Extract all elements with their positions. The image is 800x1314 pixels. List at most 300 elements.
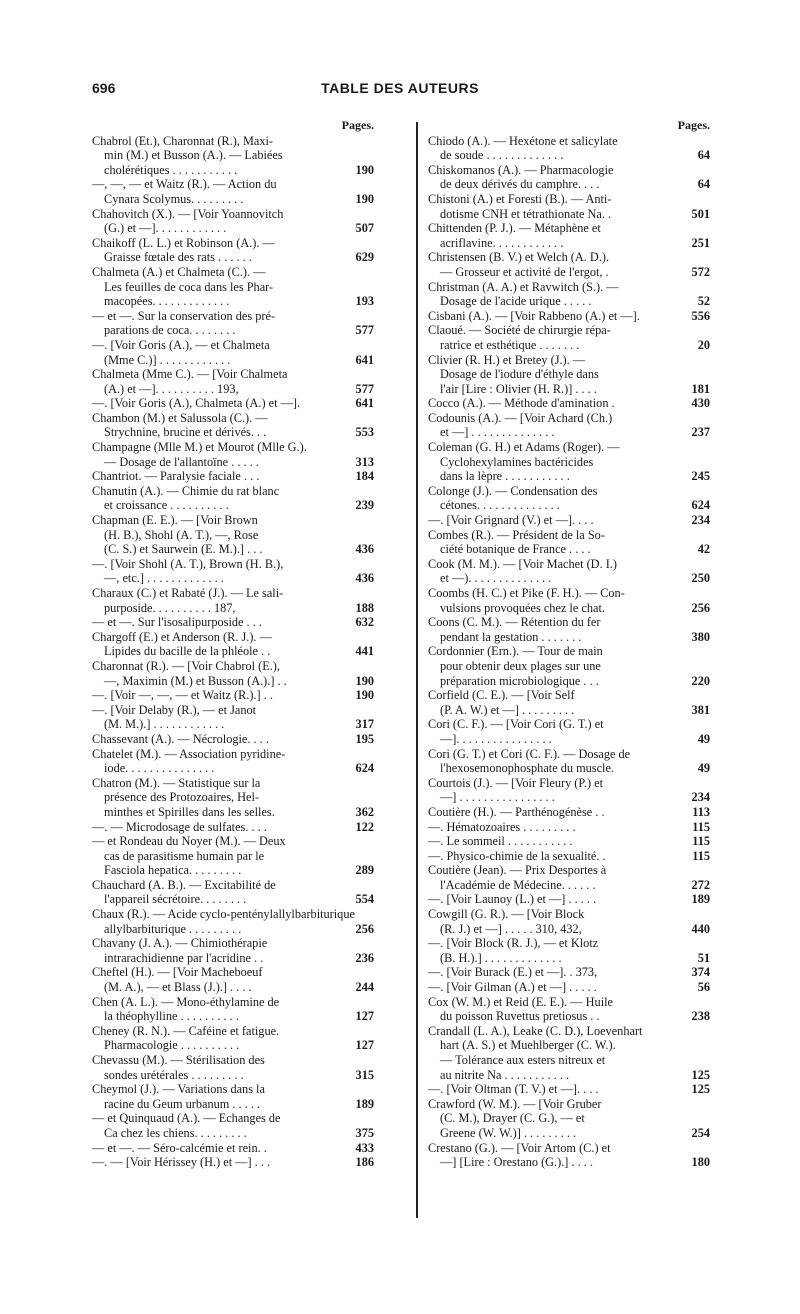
- entry-page-number: 250: [678, 571, 710, 586]
- entry-text: Lipides du bacille de la phléole . .: [104, 644, 271, 659]
- entry-text: —. Physico-chimie de la sexualité. .: [428, 848, 606, 863]
- index-entry-line: [92, 1009, 374, 1024]
- entry-text: Cheymol (J.). — Variations dans la: [92, 1082, 265, 1097]
- index-entry-line: [428, 644, 710, 659]
- entry-page-number: 113: [678, 805, 710, 820]
- entry-text: parations de coca. . . . . . . .: [104, 323, 236, 338]
- entry-page-number: 254: [678, 1126, 710, 1141]
- entry-text: Cheney (R. N.). — Caféine et fatigue.: [92, 1023, 280, 1038]
- index-entry-line: [428, 922, 710, 937]
- index-entry-line: [92, 367, 374, 382]
- entry-page-number: 272: [678, 878, 710, 893]
- index-entry-line: [428, 892, 710, 907]
- index-entry-line: [92, 1068, 374, 1083]
- entry-page-number: 184: [342, 469, 374, 484]
- pages-column-label: Pages.: [341, 118, 374, 132]
- entry-page-number: 189: [678, 892, 710, 907]
- index-entry-line: [92, 148, 374, 163]
- entry-text: — et —. Sur la conservation des pré-: [92, 308, 276, 323]
- entry-text: Chalmeta (Mme C.). — [Voir Chalmeta: [92, 367, 288, 382]
- entry-text: cétones. . . . . . . . . . . . . .: [440, 498, 560, 513]
- entry-text: (M. M.).] . . . . . . . . . . . .: [104, 717, 225, 732]
- index-entry-line: [428, 396, 710, 411]
- index-entry-line: [428, 834, 710, 849]
- entry-text: —, Maximin (M.) et Busson (A.).] . .: [104, 673, 287, 688]
- index-entry-line: [92, 630, 374, 645]
- index-entry-line: [92, 936, 374, 951]
- entry-page-number: 436: [342, 571, 374, 586]
- index-entry-line: [92, 703, 374, 718]
- page-number: 696: [92, 80, 116, 96]
- index-entry-line: [428, 557, 710, 572]
- index-entry-line: [92, 396, 374, 411]
- index-entry-line: [92, 849, 374, 864]
- entry-text: Cox (W. M.) et Reid (E. E.). — Huile: [428, 994, 613, 1009]
- index-entry-line: [428, 411, 710, 426]
- index-entry-line: [428, 163, 710, 178]
- entry-text: au nitrite Na . . . . . . . . . . .: [440, 1067, 570, 1082]
- entry-page-number: 632: [342, 615, 374, 630]
- entry-text: —. [Voir Launoy (L.) et —] . . . . .: [428, 892, 597, 907]
- entry-text: —] [Lire : Orestano (G.).] . . . .: [440, 1155, 593, 1170]
- entry-text: Charaux (C.) et Rabaté (J.). — Le sali-: [92, 586, 284, 600]
- index-entry-line: [428, 951, 710, 966]
- index-entry-line: [428, 455, 710, 470]
- index-entry-line: [92, 192, 374, 207]
- entry-text: —] . . . . . . . . . . . . . . . .: [440, 790, 555, 805]
- entry-text: Chabrol (Et.), Charonnat (R.), Maxi-: [92, 133, 273, 148]
- index-entry-line: [428, 688, 710, 703]
- entry-page-number: 115: [678, 849, 710, 864]
- index-entry-line: [428, 498, 710, 513]
- entry-text: l'appareil sécrétoire. . . . . . . .: [104, 892, 247, 907]
- entry-text: — Tolérance aux esters nitreux et: [440, 1053, 606, 1067]
- entry-text: Cynara Scolymus. . . . . . . . .: [104, 191, 244, 206]
- entry-text: (P. A. W.) et —] . . . . . . . . .: [440, 702, 575, 717]
- entry-text: dotisme CNH et tétrathionate Na. .: [440, 206, 612, 221]
- entry-page-number: 441: [342, 644, 374, 659]
- index-entry-line: [92, 834, 374, 849]
- entry-page-number: 436: [342, 542, 374, 557]
- entry-text: ciété botanique de France . . . .: [440, 542, 591, 557]
- index-entry-line: [428, 586, 710, 601]
- index-entry-line: [428, 936, 710, 951]
- index-entry-line: [92, 878, 374, 893]
- index-entry-line: [428, 659, 710, 674]
- entry-text: Chambon (M.) et Salussola (C.). —: [92, 410, 268, 425]
- entry-page-number: 440: [678, 922, 710, 937]
- entry-text: l'air [Lire : Olivier (H. R.)] . . . .: [440, 381, 597, 396]
- index-entry-line: [92, 761, 374, 776]
- index-entry-line: [428, 1009, 710, 1024]
- index-entry-line: [92, 1126, 374, 1141]
- entry-text: Crawford (W. M.). — [Voir Gruber: [428, 1096, 602, 1111]
- entry-text: (A.) et —]. . . . . . . . . . 193,: [104, 381, 239, 396]
- index-entry-line: [428, 747, 710, 762]
- entry-page-number: 572: [678, 265, 710, 280]
- index-entry-line: [92, 425, 374, 440]
- entry-text: Strychnine, brucine et dérivés. . .: [104, 425, 267, 440]
- entry-text: —. [Voir Goris (A.), — et Chalmeta: [92, 337, 270, 352]
- entry-text: —. Le sommeil . . . . . . . . . . .: [428, 834, 573, 849]
- entry-text: cas de parasitisme humain par le: [104, 848, 265, 863]
- entry-text: Dosage de l'acide urique . . . . .: [440, 294, 592, 309]
- index-entry-line: [92, 1111, 374, 1126]
- entry-text: Chevassu (M.). — Stérilisation des: [92, 1053, 265, 1067]
- entry-text: intrarachidienne par l'acridine . .: [104, 950, 264, 965]
- pages-column-label: Pages.: [677, 118, 710, 132]
- entry-page-number: 186: [342, 1155, 374, 1170]
- entry-page-number: 122: [342, 820, 374, 835]
- index-entry-line: [92, 747, 374, 762]
- index-entry-line: [428, 1038, 710, 1053]
- entry-text: Chassevant (A.). — Nécrologie. . . .: [92, 731, 269, 746]
- entry-text: Chapman (E. E.). — [Voir Brown: [92, 513, 258, 528]
- entry-page-number: 49: [678, 761, 710, 776]
- entry-text: Champagne (Mlle M.) et Mourot (Mlle G.).: [92, 440, 307, 455]
- index-entry-line: [92, 469, 374, 484]
- index-entry-line: [92, 338, 374, 353]
- column-divider: [416, 122, 418, 1218]
- entry-text: Cocco (A.). — Méthode d'amination .: [428, 396, 615, 411]
- index-entry-line: [428, 615, 710, 630]
- entry-page-number: 193: [342, 294, 374, 309]
- entry-page-number: 238: [678, 1009, 710, 1024]
- entry-text: Cyclohexylamines bactéricides: [440, 454, 594, 469]
- index-entry-line: [92, 805, 374, 820]
- entry-page-number: 234: [678, 513, 710, 528]
- entry-text: Chauchard (A. B.). — Excitabilité de: [92, 877, 276, 892]
- entry-text: min (M.) et Busson (A.). — Labiées: [104, 148, 283, 163]
- entry-text: Coutière (Jean). — Prix Desportes à: [428, 863, 607, 878]
- index-entry-line: [92, 1038, 374, 1053]
- index-entry-line: [92, 353, 374, 368]
- entry-page-number: 375: [342, 1126, 374, 1141]
- entry-text: Chalmeta (A.) et Chalmeta (C.). —: [92, 264, 266, 279]
- index-entry-line: [428, 790, 710, 805]
- entry-page-number: 256: [342, 922, 374, 937]
- index-entry-line: [428, 907, 710, 922]
- index-entry-line: [92, 790, 374, 805]
- index-entry-line: [92, 1082, 374, 1097]
- entry-text: Coombs (H. C.) et Pike (F. H.). — Con-: [428, 586, 625, 600]
- entry-page-number: 239: [342, 498, 374, 513]
- index-entry-line: [428, 294, 710, 309]
- index-entry-line: [428, 878, 710, 893]
- entry-page-number: 577: [342, 323, 374, 338]
- index-entry-line: [428, 630, 710, 645]
- entry-text: —. — Microdosage de sulfates. . . .: [92, 819, 267, 834]
- entry-text: Chaux (R.). — Acide cyclo-penténylallylbarbiturique: [92, 907, 355, 922]
- entry-page-number: 20: [678, 338, 710, 353]
- entry-text: Coons (C. M.). — Rétention du fer: [428, 615, 601, 630]
- index-entry-line: [92, 1053, 374, 1068]
- entry-page-number: 237: [678, 425, 710, 440]
- entry-text: Clivier (R. H.) et Bretey (J.). —: [428, 352, 586, 367]
- entry-text: Graisse fœtale des rats . . . . . .: [104, 250, 252, 265]
- index-entry-line: [92, 907, 374, 922]
- entry-text: —, etc.] . . . . . . . . . . . . .: [104, 571, 224, 586]
- index-entry-line: [92, 980, 374, 995]
- index-entry-line: [428, 849, 710, 864]
- page-header: [92, 80, 708, 100]
- index-entry-line: [428, 513, 710, 528]
- entry-text: —. — [Voir Hérissey (H.) et —] . . .: [92, 1155, 271, 1170]
- entry-text: Cheftel (H.). — [Voir Macheboeuf: [92, 965, 263, 980]
- entry-page-number: 190: [342, 688, 374, 703]
- index-entry-line: [92, 951, 374, 966]
- entry-text: — et Quinquaud (A.). — Echanges de: [92, 1111, 281, 1126]
- index-entry-line: [428, 484, 710, 499]
- entry-text: Cowgill (G. R.). — [Voir Block: [428, 907, 585, 922]
- entry-text: Charonnat (R.). — [Voir Chabrol (E.),: [92, 658, 280, 673]
- index-entry-line: [92, 615, 374, 630]
- index-entry-line: [428, 177, 710, 192]
- entry-text: Courtois (J.). — [Voir Fleury (P.) et: [428, 775, 603, 790]
- index-entry-line: [428, 805, 710, 820]
- entry-page-number: 195: [342, 732, 374, 747]
- entry-page-number: 234: [678, 790, 710, 805]
- entry-text: Chahovitch (X.). — [Voir Yoannovitch: [92, 206, 284, 221]
- index-entry-line: [92, 294, 374, 309]
- index-entry-line: [428, 571, 710, 586]
- entry-page-number: 289: [342, 863, 374, 878]
- entry-page-number: 624: [678, 498, 710, 513]
- index-entry-line: [428, 134, 710, 149]
- entry-page-number: 577: [342, 382, 374, 397]
- entry-text: Chen (A. L.). — Mono-éthylamine de: [92, 994, 280, 1009]
- entry-text: Christman (A. A.) et Ravwitch (S.). —: [428, 279, 619, 294]
- index-entry-line: [428, 353, 710, 368]
- entry-text: —. [Voir Shohl (A. T.), Brown (H. B.),: [92, 556, 284, 571]
- index-entry-line: [92, 1024, 374, 1039]
- index-entry-line: [428, 250, 710, 265]
- entry-text: acriflavine. . . . . . . . . . . .: [440, 235, 564, 250]
- entry-page-number: 251: [678, 236, 710, 251]
- entry-page-number: 556: [678, 309, 710, 324]
- index-entry-line: [92, 528, 374, 543]
- entry-text: (C. S.) et Saurwein (E. M.).] . . .: [104, 542, 263, 557]
- entry-text: Chargoff (E.) et Anderson (R. J.). —: [92, 629, 272, 644]
- index-entry-line: [92, 1141, 374, 1156]
- entry-text: la théophylline . . . . . . . . . .: [104, 1009, 239, 1024]
- entry-text: Chatelet (M.). — Association pyridine-: [92, 746, 286, 761]
- index-column-right: [428, 118, 710, 1224]
- entry-page-number: 553: [342, 425, 374, 440]
- entry-page-number: 433: [342, 1141, 374, 1156]
- entry-page-number: 188: [342, 601, 374, 616]
- entry-text: cholérétiques . . . . . . . . . . .: [104, 162, 238, 177]
- entry-page-number: 190: [342, 674, 374, 689]
- entry-text: (H. B.), Shohl (A. T.), —, Rose: [104, 527, 259, 542]
- index-entry-line: [428, 280, 710, 295]
- entry-text: Cook (M. M.). — [Voir Machet (D. I.): [428, 556, 617, 571]
- entry-text: vulsions provoquées chez le chat.: [440, 600, 605, 615]
- entry-text: Cordonnier (Ern.). — Tour de main: [428, 644, 603, 659]
- entry-page-number: 51: [678, 951, 710, 966]
- index-entry-line: [92, 542, 374, 557]
- entry-text: préparation microbiologique . . .: [440, 673, 599, 688]
- index-entry-line: [92, 484, 374, 499]
- entry-page-number: 236: [342, 951, 374, 966]
- index-entry-line: [428, 732, 710, 747]
- index-entry-line: [92, 163, 374, 178]
- entry-page-number: 127: [342, 1038, 374, 1053]
- entry-text: (M. A.), — et Blass (J.).] . . . .: [104, 980, 252, 995]
- entry-text: purposide. . . . . . . . . . 187,: [104, 600, 236, 615]
- index-entry-line: [92, 557, 374, 572]
- entry-text: présence des Protozoaires, Hel-: [104, 790, 260, 805]
- entry-text: Chiodo (A.). — Hexétone et salicylate: [428, 133, 618, 148]
- index-entry-line: [92, 892, 374, 907]
- index-entry-line: [428, 995, 710, 1010]
- index-entry-line: [428, 425, 710, 440]
- index-entry-line: [428, 1068, 710, 1083]
- entry-text: de soude . . . . . . . . . . . . .: [440, 148, 564, 163]
- index-entry-line: [428, 265, 710, 280]
- entry-text: Chaikoff (L. L.) et Robinson (A.). —: [92, 235, 275, 250]
- index-entry-line: [428, 207, 710, 222]
- index-entry-line: [428, 674, 710, 689]
- index-entry-line: [92, 221, 374, 236]
- entry-text: —, —, — et Waitz (R.). — Action du: [92, 177, 277, 192]
- index-entry-line: [92, 717, 374, 732]
- entry-page-number: 181: [678, 382, 710, 397]
- index-entry-line: [428, 776, 710, 791]
- index-entry-line: [92, 440, 374, 455]
- entry-text: Chatron (M.). — Statistique sur la: [92, 775, 261, 790]
- entry-text: sondes urétérales . . . . . . . . .: [104, 1067, 244, 1082]
- entry-text: (R. J.) et —] . . . . . 310, 432,: [440, 921, 582, 936]
- entry-text: (C. M.), Drayer (C. G.), — et: [440, 1111, 585, 1126]
- entry-page-number: 189: [342, 1097, 374, 1112]
- index-entry-line: [428, 1111, 710, 1126]
- index-entry-line: [428, 703, 710, 718]
- index-entry-line: [92, 674, 374, 689]
- entry-text: —. [Voir —, —, — et Waitz (R.).] . .: [92, 688, 273, 703]
- index-entry-line: [92, 586, 374, 601]
- entry-text: Chistoni (A.) et Foresti (B.). — Anti-: [428, 191, 612, 206]
- entry-text: (B. H.).] . . . . . . . . . . . . .: [440, 950, 562, 965]
- entry-text: ratrice et esthétique . . . . . . .: [440, 337, 580, 352]
- entry-text: minthes et Spirilles dans les selles.: [104, 804, 275, 819]
- index-entry-line: [428, 1082, 710, 1097]
- entry-page-number: 127: [342, 1009, 374, 1024]
- entry-text: Chanutin (A.). — Chimie du rat blanc: [92, 483, 280, 498]
- index-entry-line: [92, 995, 374, 1010]
- index-entry-line: [92, 250, 374, 265]
- index-entry-line: [92, 1097, 374, 1112]
- entry-page-number: 554: [342, 892, 374, 907]
- entry-text: iode. . . . . . . . . . . . . . .: [104, 761, 215, 776]
- index-entry-line: [92, 411, 374, 426]
- entry-text: Chavany (J. A.). — Chimiothérapie: [92, 936, 268, 951]
- entry-text: Coutière (H.). — Parthénogénèse . .: [428, 804, 605, 819]
- entry-text: Codounis (A.). — [Voir Achard (Ch.): [428, 410, 613, 425]
- index-entry-line: [92, 965, 374, 980]
- entry-page-number: 125: [678, 1082, 710, 1097]
- index-entry-line: [92, 207, 374, 222]
- entry-text: Chittenden (P. J.). — Métaphène et: [428, 221, 601, 236]
- index-entry-line: [428, 601, 710, 616]
- index-entry-line: [92, 601, 374, 616]
- entry-text: —. [Voir Delaby (R.), — et Janot: [92, 702, 257, 717]
- index-column-left: [92, 118, 374, 1224]
- entry-text: — et —. — Séro-calcémie et rein. .: [92, 1140, 267, 1155]
- entry-page-number: 190: [342, 163, 374, 178]
- entry-text: —. [Voir Oltman (T. V.) et —]. . . .: [428, 1082, 599, 1097]
- index-entry-line: [428, 382, 710, 397]
- entry-page-number: 507: [342, 221, 374, 236]
- index-entry-line: [428, 965, 710, 980]
- index-entry-line: [428, 1126, 710, 1141]
- page-title: TABLE DES AUTEURS: [321, 80, 479, 96]
- index-entry-line: [92, 820, 374, 835]
- index-entry-line: [92, 863, 374, 878]
- index-entry-line: [92, 644, 374, 659]
- index-entry-line: [428, 1053, 710, 1068]
- entry-text: Christensen (B. V.) et Welch (A. D.).: [428, 250, 610, 265]
- entry-page-number: 180: [678, 1155, 710, 1170]
- entry-text: allylbarbiturique . . . . . . . . .: [104, 921, 242, 936]
- index-entry-line: [428, 440, 710, 455]
- entry-text: —. [Voir Burack (E.) et —]. . 373,: [428, 965, 598, 980]
- entry-page-number: 244: [342, 980, 374, 995]
- entry-text: Fasciola hepatica. . . . . . . . .: [104, 863, 242, 878]
- index-entry-line: [428, 309, 710, 324]
- entry-text: Crestano (G.). — [Voir Artom (C.) et: [428, 1140, 611, 1155]
- entry-text: Chantriot. — Paralysie faciale . . .: [92, 469, 260, 484]
- entry-page-number: 315: [342, 1068, 374, 1083]
- entry-page-number: 256: [678, 601, 710, 616]
- entry-text: macopées. . . . . . . . . . . . .: [104, 294, 230, 309]
- entry-text: Cisbani (A.). — [Voir Rabbeno (A.) et —].: [428, 308, 640, 323]
- index-entry-line: [428, 863, 710, 878]
- entry-page-number: 313: [342, 455, 374, 470]
- entry-page-number: 190: [342, 192, 374, 207]
- entry-text: et croissance . . . . . . . . . .: [104, 498, 229, 513]
- entry-text: —. [Voir Block (R. J.), — et Klotz: [428, 936, 599, 951]
- index-entry-line: [428, 323, 710, 338]
- entry-text: et —). . . . . . . . . . . . . .: [440, 571, 552, 586]
- entry-page-number: 641: [342, 396, 374, 411]
- entry-text: de deux dérivés du camphre. . . .: [440, 177, 600, 192]
- entry-text: pour obtenir deux plages sur une: [440, 658, 601, 673]
- entry-page-number: 56: [678, 980, 710, 995]
- entry-page-number: 52: [678, 294, 710, 309]
- index-entry-line: [428, 148, 710, 163]
- entry-text: (Mme C.)] . . . . . . . . . . . .: [104, 352, 231, 367]
- entry-page-number: 362: [342, 805, 374, 820]
- index-entry-line: [92, 134, 374, 149]
- entry-text: Cori (C. F.). — [Voir Cori (G. T.) et: [428, 717, 604, 732]
- index-entry-line: [428, 820, 710, 835]
- index-entry-line: [428, 542, 710, 557]
- entry-text: Pharmacologie . . . . . . . . . .: [104, 1038, 240, 1053]
- entry-page-number: 115: [678, 820, 710, 835]
- index-entry-line: [92, 280, 374, 295]
- entry-page-number: 49: [678, 732, 710, 747]
- index-entry-line: [92, 455, 374, 470]
- index-entry-line: [92, 776, 374, 791]
- index-entry-line: [92, 498, 374, 513]
- index-entry-line: [428, 717, 710, 732]
- index-entry-line: [92, 177, 374, 192]
- entry-text: —. [Voir Gilman (A.) et —] . . . . .: [428, 980, 597, 995]
- entry-page-number: 624: [342, 761, 374, 776]
- entry-text: — et —. Sur l'isosalipurposide . . .: [92, 615, 262, 630]
- index-entry-line: [92, 309, 374, 324]
